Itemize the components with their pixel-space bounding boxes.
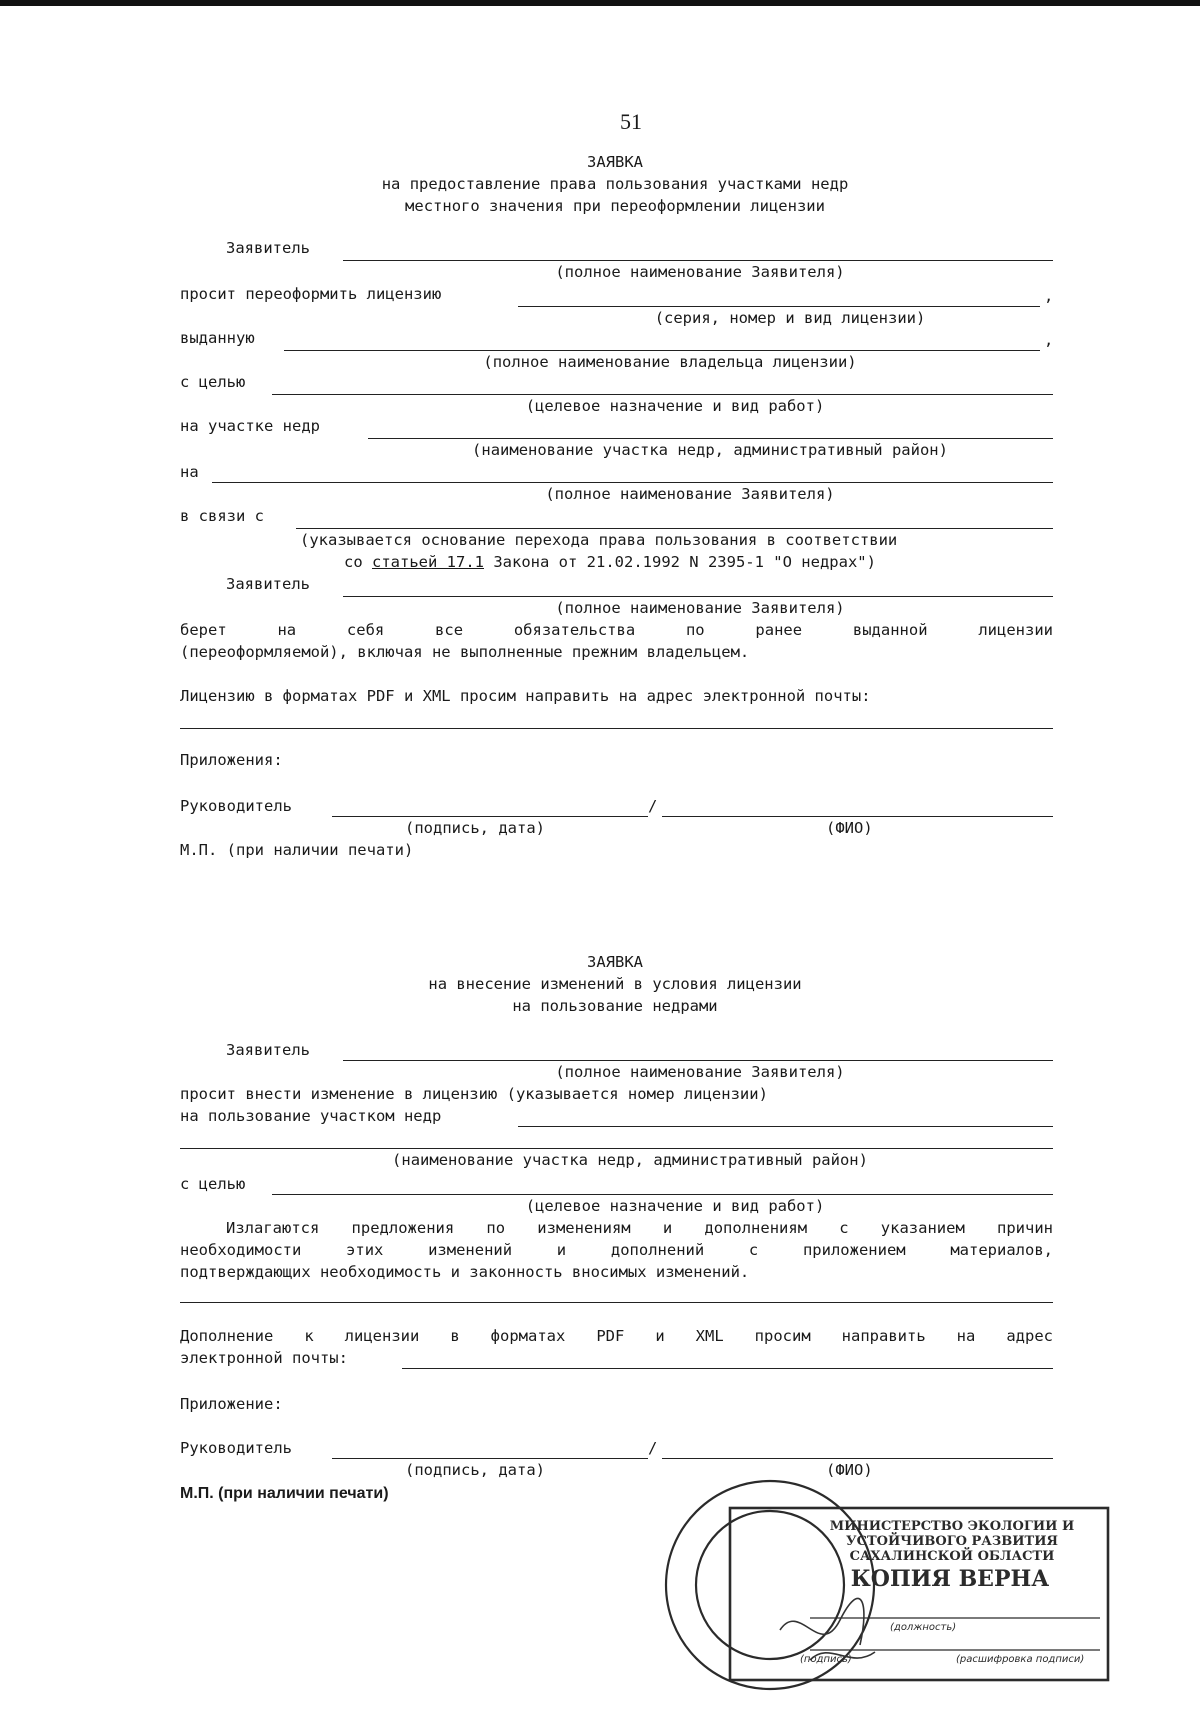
form2-usage-line[interactable]: [518, 1126, 1053, 1127]
copy-true-heading: КОПИЯ ВЕРНА: [850, 1566, 1050, 1592]
form1-signature-line[interactable]: [332, 816, 648, 817]
stamp-sign-hint: (подпись): [800, 1654, 852, 1665]
form2-title: ЗАЯВКА: [587, 953, 643, 971]
form1-purpose-line[interactable]: [272, 394, 1053, 395]
form1-obligation-2: (переоформляемой), включая не выполненные прежним владельцем.: [180, 643, 750, 661]
role-hint: (должность): [890, 1622, 957, 1633]
form1-fio-hint: (ФИО): [826, 819, 873, 837]
form2-seal-note: М.П. (при наличии печати): [180, 1485, 389, 1502]
form2-sign-hint: (подпись, дата): [405, 1461, 545, 1479]
form2-signature-line[interactable]: [332, 1458, 648, 1459]
form1-reason-label: в связи с: [180, 507, 264, 525]
form2-email-line[interactable]: [402, 1368, 1053, 1369]
box-line-3: САХАЛИНСКОЙ ОБЛАСТИ: [849, 1549, 1055, 1564]
form1-reason-hint-2: [344, 552, 876, 572]
form1-asks-label: просит переоформить лицензию: [180, 285, 442, 303]
form1-issued-label: выданную: [180, 329, 255, 347]
form1-attachments-label: Приложения:: [180, 751, 283, 769]
slash: /: [648, 797, 658, 815]
slash: /: [648, 1439, 658, 1457]
scan-top-edge: [0, 0, 1200, 6]
form1-applicant-label: Заявитель: [226, 239, 310, 257]
form1-applicant-hint: (полное наименование Заявителя): [555, 263, 845, 281]
form1-fio-line[interactable]: [662, 816, 1053, 817]
law-article-link[interactable]: статьей 17.1: [372, 553, 484, 571]
handwritten-signature: [780, 1598, 875, 1660]
form2-asks-line: просит внести изменение в лицензию (указывается номер лицензии): [180, 1085, 768, 1103]
page-number: 51: [620, 109, 642, 134]
form1-to-label: на: [180, 463, 199, 481]
form1-asks-hint: (серия, номер и вид лицензии): [654, 309, 926, 327]
form1-subtitle-1: на предоставление права пользования участками недр: [381, 175, 849, 193]
form2-purpose-label: с целью: [180, 1175, 246, 1193]
form1-to-hint: (полное наименование Заявителя): [545, 485, 835, 503]
form1-site-label: на участке недр: [180, 417, 320, 435]
form2-applicant-label: Заявитель: [226, 1041, 310, 1059]
form2-purpose-hint: (целевое назначение и вид работ): [525, 1197, 825, 1215]
form1-obligation-1: берет на себя все обязательства по ранее выданной лицензии: [180, 621, 1053, 639]
form1-purpose-hint: (целевое назначение и вид работ): [525, 397, 825, 415]
form1-email-request: Лицензию в форматах PDF и XML просим направить на адрес электронной почты:: [180, 687, 871, 705]
form1-applicant2-hint: (полное наименование Заявителя): [555, 599, 845, 617]
form1-to-line[interactable]: [212, 482, 1053, 483]
form1-issued-hint: (полное наименование владельца лицензии): [483, 353, 857, 371]
form2-applicant-hint: (полное наименование Заявителя): [555, 1063, 845, 1081]
form1-sign-hint: (подпись, дата): [405, 819, 545, 837]
box-line-1: МИНИСТЕРСТВО ЭКОЛОГИИ И: [829, 1519, 1075, 1534]
form2-head-label: Руководитель: [180, 1439, 292, 1457]
form1-email-line[interactable]: [180, 728, 1053, 729]
certification-stamp: [660, 1470, 1120, 1710]
form1-title: ЗАЯВКА: [587, 153, 643, 171]
form1-applicant-line[interactable]: [343, 260, 1053, 261]
reason-suffix: Закона от 21.02.1992 N 2395-1 "О недрах"): [493, 553, 876, 571]
form2-site-line[interactable]: [180, 1148, 1053, 1149]
form1-site-hint: (наименование участка недр, административный район): [472, 441, 948, 459]
comma: ,: [1044, 331, 1054, 349]
round-seal-inner-ring: [696, 1511, 844, 1659]
form2-applicant-line[interactable]: [343, 1060, 1053, 1061]
form2-usage-label: на пользование участком недр: [180, 1107, 442, 1125]
form2-proposal-1: Излагаются предложения по изменениям и дополнениям с указанием причин: [226, 1219, 1053, 1237]
form1-applicant2-label: Заявитель: [226, 575, 310, 593]
form2-email-2: электронной почты:: [180, 1349, 348, 1367]
form2-proposal-line[interactable]: [180, 1302, 1053, 1303]
form1-seal-note: М.П. (при наличии печати): [180, 841, 414, 859]
form1-subtitle-2: местного значения при переоформлении лицензии: [405, 197, 825, 215]
comma: ,: [1044, 287, 1054, 305]
form2-subtitle-2: на пользование недрами: [512, 997, 718, 1015]
box-line-2: УСТОЙЧИВОГО РАЗВИТИЯ: [846, 1534, 1058, 1549]
reason-prefix: со: [344, 553, 363, 571]
form1-license-line[interactable]: [518, 306, 1040, 307]
form2-fio-hint: (ФИО): [826, 1461, 873, 1479]
form2-proposal-3: подтверждающих необходимость и законность вносимых изменений.: [180, 1263, 750, 1281]
form2-email-1: Дополнение к лицензии в форматах PDF и XML просим направить на адрес: [180, 1327, 1053, 1345]
form1-site-line[interactable]: [368, 438, 1053, 439]
form2-attachment-label: Приложение:: [180, 1395, 283, 1413]
form1-issued-line[interactable]: [284, 350, 1040, 351]
form1-reason-hint-1: (указывается основание перехода права пользования в соответствии: [300, 531, 898, 549]
form1-head-label: Руководитель: [180, 797, 292, 815]
form1-reason-line[interactable]: [296, 528, 1053, 529]
form2-fio-line[interactable]: [662, 1458, 1053, 1459]
form1-purpose-label: с целью: [180, 373, 246, 391]
form2-purpose-line[interactable]: [272, 1194, 1053, 1195]
decode-hint: (расшифровка подписи): [956, 1654, 1085, 1665]
form2-subtitle-1: на внесение изменений в условия лицензии: [428, 975, 802, 993]
form1-applicant2-line[interactable]: [343, 596, 1053, 597]
form2-site-hint: (наименование участка недр, административный район): [392, 1151, 868, 1169]
form2-proposal-2: необходимости этих изменений и дополнений с приложением материалов,: [180, 1241, 1053, 1259]
